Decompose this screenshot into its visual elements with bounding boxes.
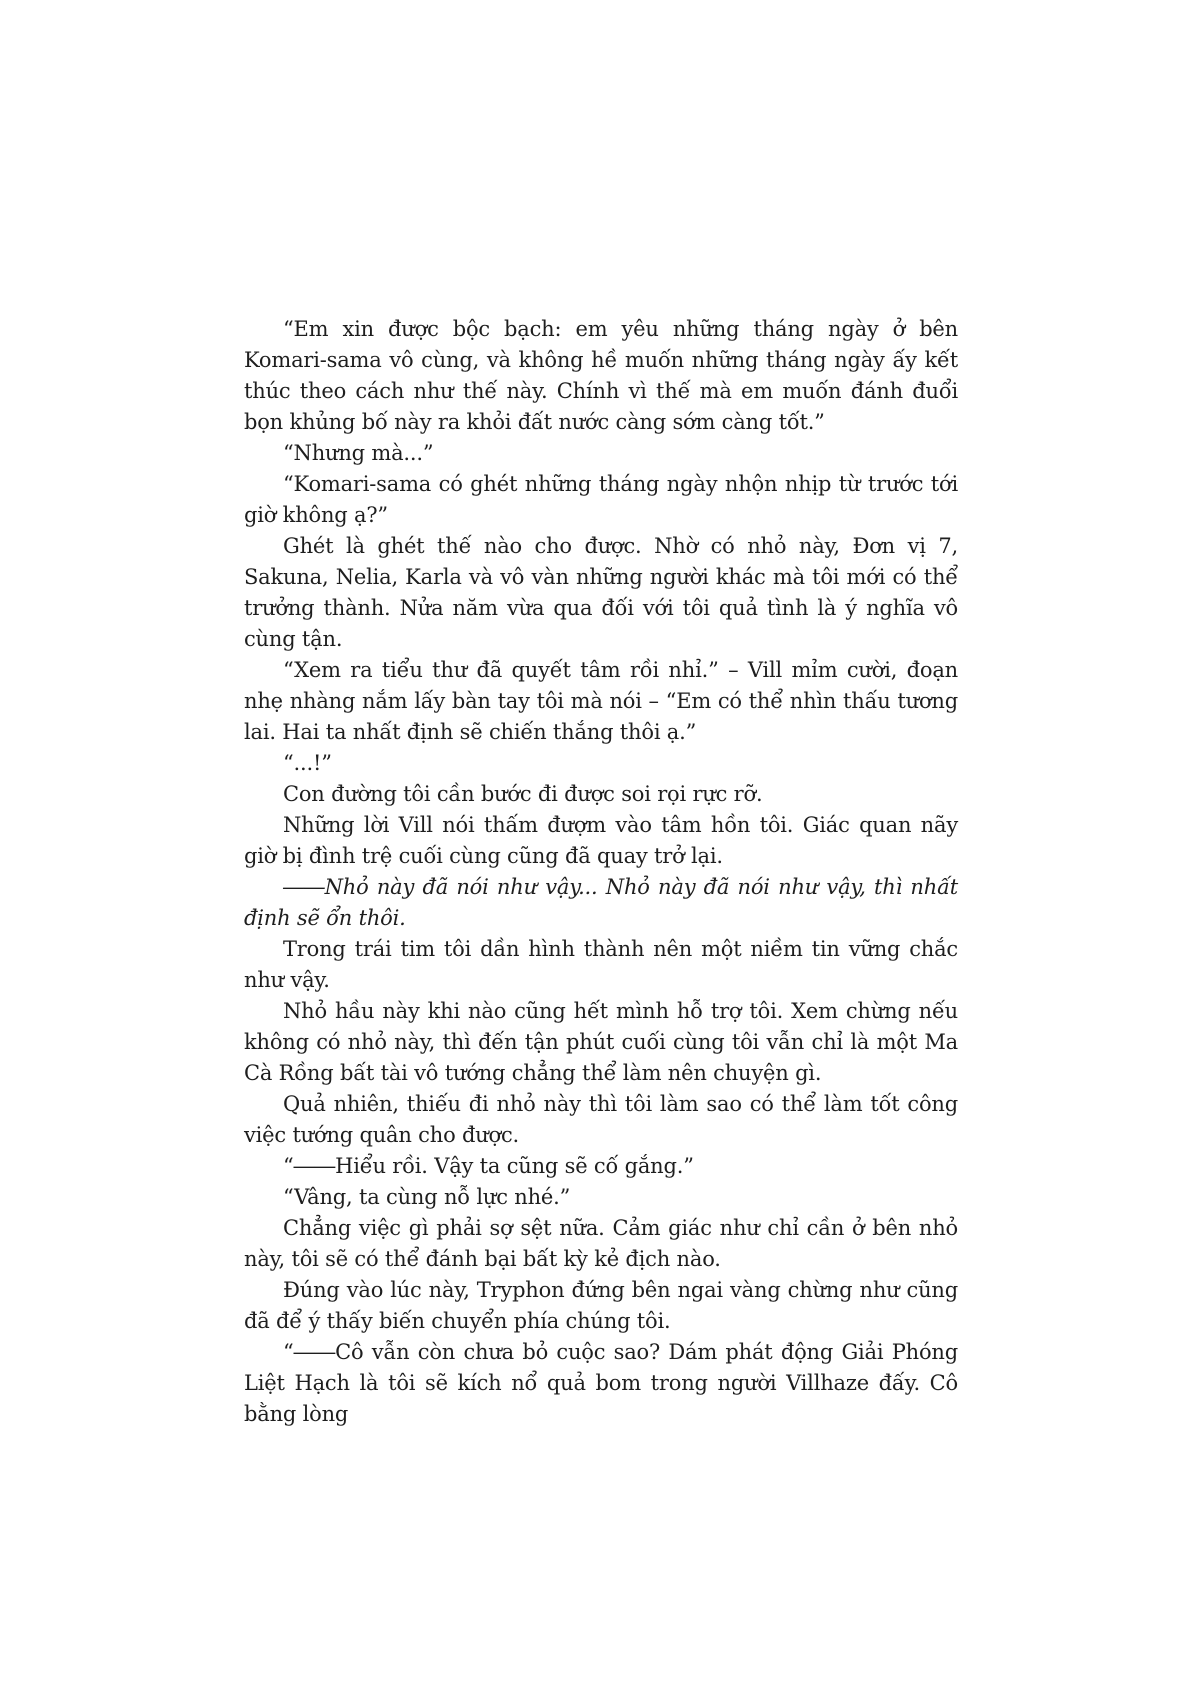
paragraph: Trong trái tim tôi dần hình thành nên một niềm tin vững chắc như vậy. (244, 937, 958, 992)
book-page-body (244, 314, 958, 1430)
paragraph: “...!” (283, 751, 332, 775)
italic-thought-paragraph: ――Nhỏ này đã nói như vậy... Nhỏ này đã nói như vậy, thì nhất định sẽ ổn thôi. (244, 875, 958, 930)
paragraph: Quả nhiên, thiếu đi nhỏ này thì tôi làm sao có thể làm tốt công việc tướng quân cho được. (244, 1092, 958, 1147)
paragraph: “――Cô vẫn còn chưa bỏ cuộc sao? Dám phát động Giải Phóng Liệt Hạch là tôi sẽ kích nổ quả bom trong người Villhaze đấy. Cô bằng lòng (244, 1340, 958, 1426)
paragraph: Nhỏ hầu này khi nào cũng hết mình hỗ trợ tôi. Xem chừng nếu không có nhỏ này, thì đến tận phút cuối cùng tôi vẫn chỉ là một Ma Cà Rồng bất tài vô tướng chẳng thể làm nên chuyện gì. (244, 999, 958, 1085)
paragraph: “Vâng, ta cùng nỗ lực nhé.” (283, 1185, 571, 1209)
paragraph: Ghét là ghét thế nào cho được. Nhờ có nhỏ này, Đơn vị 7, Sakuna, Nelia, Karla và vô vàn những người khác mà tôi mới có thể trưởng thành. Nửa năm vừa qua đối với tôi quả tình là ý nghĩa vô cùng tận. (244, 534, 958, 651)
paragraph: “Em xin được bộc bạch: em yêu những tháng ngày ở bên Komari-sama vô cùng, và không hề muốn những tháng ngày ấy kết thúc theo cách như thế này. Chính vì thế mà em muốn đánh đuổi bọn khủng bố này ra khỏi đất nước càng sớm càng tốt.” (244, 317, 958, 434)
paragraph: Những lời Vill nói thấm đượm vào tâm hồn tôi. Giác quan nãy giờ bị đình trệ cuối cùng cũng đã quay trở lại. (244, 813, 958, 868)
paragraph: Con đường tôi cần bước đi được soi rọi rực rỡ. (283, 782, 763, 806)
paragraph: Đúng vào lúc này, Tryphon đứng bên ngai vàng chừng như cũng đã để ý thấy biến chuyển phía chúng tôi. (244, 1278, 958, 1333)
paragraph: “Xem ra tiểu thư đã quyết tâm rồi nhỉ.” – Vill mỉm cười, đoạn nhẹ nhàng nắm lấy bàn tay tôi mà nói – “Em có thể nhìn thấu tương lai. Hai ta nhất định sẽ chiến thắng thôi ạ.” (244, 658, 958, 744)
paragraph: Chẳng việc gì phải sợ sệt nữa. Cảm giác như chỉ cần ở bên nhỏ này, tôi sẽ có thể đánh bại bất kỳ kẻ địch nào. (244, 1216, 958, 1271)
paragraph: “Nhưng mà...” (283, 441, 434, 465)
paragraph: “――Hiểu rồi. Vậy ta cũng sẽ cố gắng.” (283, 1154, 694, 1178)
paragraph: “Komari-sama có ghét những tháng ngày nhộn nhịp từ trước tới giờ không ạ?” (244, 472, 958, 527)
